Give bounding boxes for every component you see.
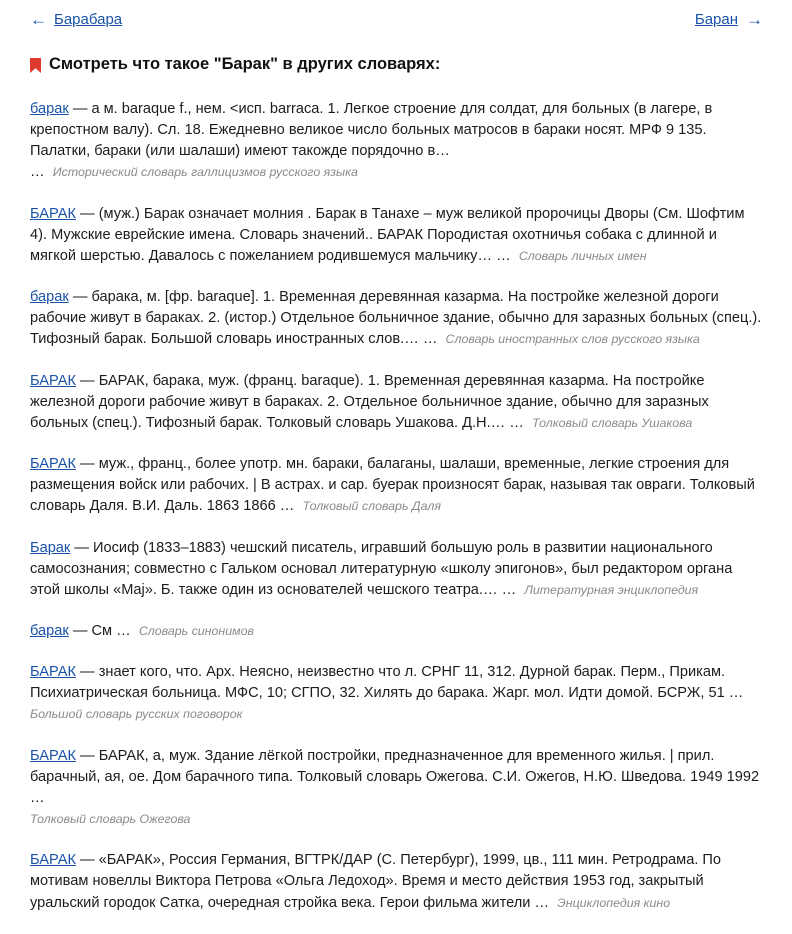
dictionary-entry <box>30 746 762 831</box>
entry-dash: — <box>75 852 99 869</box>
dictionary-entry <box>30 99 762 184</box>
entry-dash: — <box>75 205 99 222</box>
entry-definition-text: знает кого, что. Арх. Неясно, неизвестно что л. СРНГ 11, 312. Дурной барак. Перм., Прикам. Психиатрическая больница. МФС, 10; СГПО, 32. Хилять до барака. Жарг. мол. Идти домой. БСРЖ, 51 … <box>30 664 744 702</box>
entry-term-link[interactable]: БАРАК <box>30 852 76 869</box>
dictionary-entry <box>30 454 762 517</box>
entry-source-label: Большой словарь русских поговорок <box>30 707 243 722</box>
dictionary-entry-list <box>16 99 776 914</box>
entry-source-label: Литературная энциклопедия <box>524 582 699 597</box>
entry-source-label: Словарь иностранных слов русского языка <box>445 332 700 347</box>
dictionary-entry <box>30 371 762 434</box>
entry-dash: — <box>75 456 99 473</box>
bookmark-flag-icon <box>30 58 41 77</box>
entry-term-link[interactable]: Барак <box>30 539 71 556</box>
page-title-text: Смотреть что такое "Барак" в других словарях: <box>49 55 441 73</box>
entry-dash: — <box>68 289 92 306</box>
entry-definition-text: Иосиф (1833–1883) чешский писатель, игравший большую роль в развитии национального самосознания; совместно с Гальком основал литературную «школу эпигонов», был редактором органа этой школы «Maj». Б. также один из основателей чешского театра.… … <box>30 539 733 598</box>
entry-definition-text: муж., франц., более употр. мн. бараки, балаганы, шалаши, временные, легкие строения для размещения войск или рабочих. | В астрах. и сар. буерак произносят барак, называя так овраги. Толковый словарь Даля. В.И. Даль. 1863 1866 … <box>30 456 755 515</box>
entry-source-label: Энциклопедия кино <box>557 895 671 910</box>
entry-source-label: Толковый словарь Ожегова <box>30 812 191 827</box>
dictionary-entry <box>30 287 762 350</box>
entry-dash: — <box>70 539 94 556</box>
entry-term-link[interactable]: БАРАК <box>30 205 76 222</box>
article-navigation <box>16 0 776 28</box>
entry-dash: — <box>75 372 99 389</box>
entry-dash: — <box>75 747 99 764</box>
entry-term-link[interactable]: барак <box>30 622 69 639</box>
entry-definition-text: БАРАК, а, муж. Здание лёгкой постройки, предназначенное для временного жилья. | прил. барачный, ая, ое. Дом барачного типа. Толковый словарь Ожегова. С.И. Ожегов, Н.Ю. Шведова. 1949 1992 … <box>30 747 760 806</box>
dictionary-entry <box>30 621 762 642</box>
entry-definition-text: «БАРАК», Россия Германия, ВГТРК/ДАР (С. Петербург), 1999, цв., 111 мин. Ретродрама. По мотивам новеллы Виктора Петрова «Ольга Ледоход». Время и место действия 1953 год, закрытый уральский городок Сатка, очередная стройка века. Герои фильма жители … <box>30 852 722 911</box>
dictionary-entry <box>30 662 762 725</box>
entry-definition-text: См … <box>91 622 131 639</box>
page-title <box>30 55 776 77</box>
entry-dash: — <box>68 101 92 117</box>
next-article-link[interactable]: Баран <box>694 11 738 28</box>
entry-term-link[interactable]: БАРАК <box>30 747 76 764</box>
entry-definition-text: БАРАК, барака, муж. (франц. baraque). 1. Временная деревянная казарма. На постройке железной дороги рабочие живут в бараках. 2. Отдельное больничное здание, обычно для заразных больных (спец.). Тифозный барак. Толковый словарь Ушакова. Д.Н.… … <box>30 372 709 431</box>
dictionary-entry <box>30 538 762 601</box>
entry-definition-text: барака, м. [фр. baraque]. 1. Временная деревянная казарма. На постройке железной дороги рабочие живут в бараках. 2. (истор.) Отдельное больничное здание, обычно для заразных больных (спец.). Тифозный барак. Большой словарь иностранных слов.… … <box>30 289 762 348</box>
entry-term-link[interactable]: БАРАК <box>30 456 76 473</box>
entry-definition-text: а м. baraque f., нем. <исп. barraca. 1. Легкое строение для солдат, для больных (в лагере, в крепостном валу). Сл. 18. Ежедневно великое число больных матросов в бараки носят. МРФ 9 135. Палатки, бараки (или шалаши) имеют такожде порядочно в… … <box>30 101 713 181</box>
entry-dash: — <box>75 664 99 681</box>
entry-source-label: Толковый словарь Ушакова <box>532 415 693 430</box>
prev-article-link[interactable]: Барабара <box>54 11 123 28</box>
entry-source-label: Исторический словарь галлицизмов русского языка <box>52 165 358 180</box>
prev-article-nav[interactable] <box>30 11 122 28</box>
arrow-left-icon: ← <box>30 10 46 29</box>
entry-source-label: Словарь личных имен <box>518 248 647 263</box>
entry-definition-text: (муж.) Барак означает молния . Барак в Танахе – муж великой пророчицы Дворы (См. Шофтим 4). Мужские еврейские имена. Словарь значений.. БАРАК Породистая охотничья собака с длинной и мягкой шерстью. Давалось с пожеланием родившемуся мальчику… … <box>30 205 745 264</box>
entry-source-label: Толковый словарь Даля <box>302 499 441 514</box>
entry-term-link[interactable]: БАРАК <box>30 372 76 389</box>
next-article-nav[interactable] <box>695 11 762 28</box>
arrow-right-icon: → <box>746 10 762 29</box>
dictionary-entry <box>30 204 762 267</box>
entry-source-label: Словарь синонимов <box>138 623 254 638</box>
entry-term-link[interactable]: БАРАК <box>30 664 76 681</box>
entry-dash: — <box>68 622 92 639</box>
entry-term-link[interactable]: барак <box>30 101 69 117</box>
dictionary-entry <box>30 850 762 913</box>
entry-term-link[interactable]: барак <box>30 289 69 306</box>
